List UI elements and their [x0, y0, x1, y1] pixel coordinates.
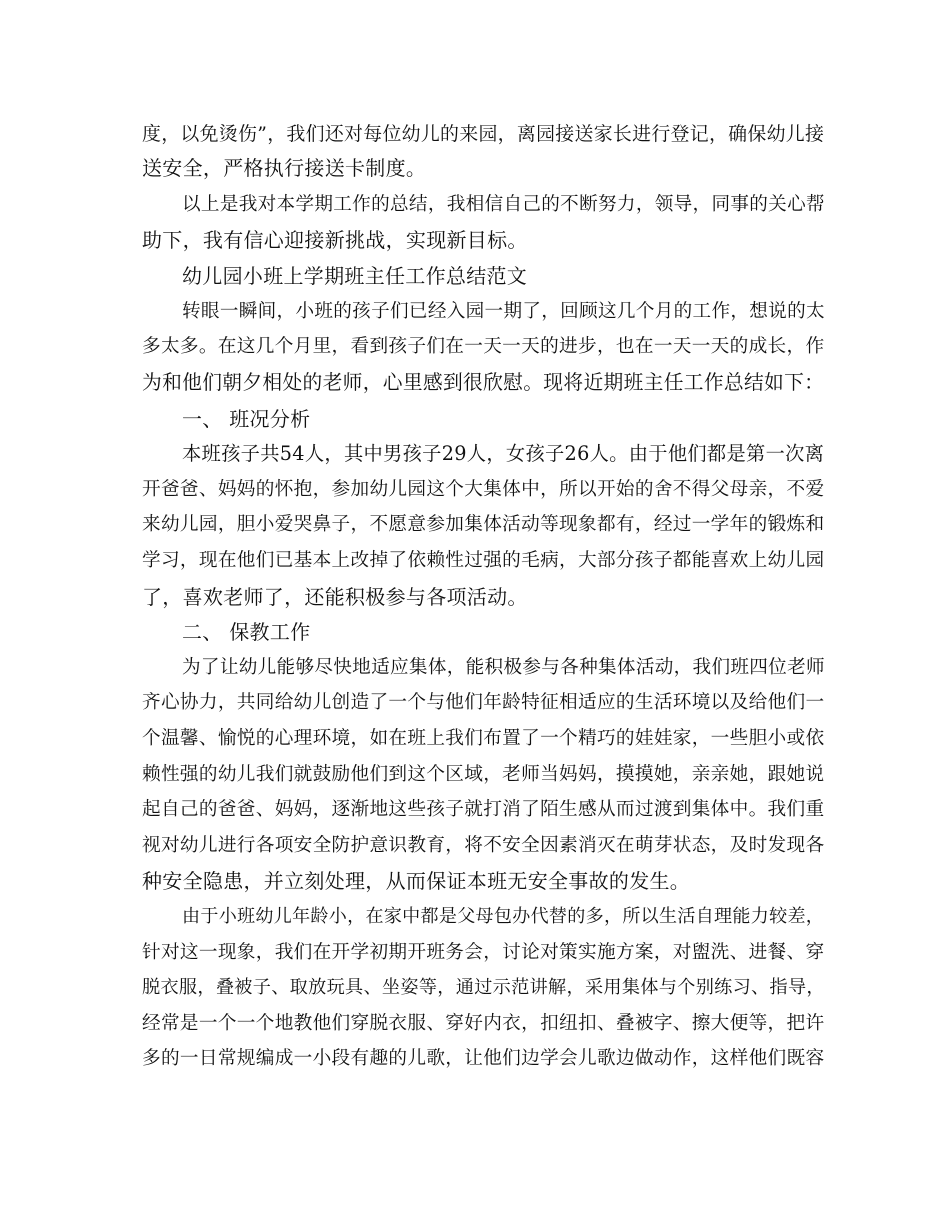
section-heading: 二、 保教工作	[182, 620, 311, 644]
text-line: 助下，我有信心迎接新挑战，实现新目标。	[142, 228, 528, 252]
text-line: 针对这一现象，我们在开学初期开班务会，讨论对策实施方案，对盥洗、进餐、穿	[142, 942, 825, 963]
text-line: 个温馨、愉悦的心理环境，如在班上我们布置了一个精巧的娃娃家，一些胆小或依	[142, 728, 825, 749]
text-line: 了，喜欢老师了，还能积极参与各项活动。	[142, 585, 528, 609]
paragraph-first-line: 由于小班幼儿年龄小，在家中都是父母包办代替的多，所以生活自理能力较差，	[182, 906, 825, 927]
text-line: 送安全，严格执行接送卡制度。	[142, 156, 427, 180]
text-line: 视对幼儿进行各项安全防护意识教育，将不安全因素消灭在萌芽状态，及时发现各	[142, 835, 825, 856]
text-line: 多的一日常规编成一小段有趣的儿歌，让他们边学会儿歌边做动作，这样他们既容	[142, 1048, 825, 1069]
text-line: 赖性强的幼儿我们就鼓励他们到这个区域，老师当妈妈，摸摸她，亲亲她，跟她说	[142, 764, 825, 785]
text-line: 齐心协力，共同给幼儿创造了一个与他们年龄特征相适应的生活环境以及给他们一	[142, 692, 825, 713]
text-line: 开爸爸、妈妈的怀抱，参加幼儿园这个大集体中，所以开始的舍不得父母亲，不爱	[142, 479, 825, 500]
text-line: 经常是一个一个地教他们穿脱衣服、穿好内衣，扣纽扣、叠被字、擦大便等，把许	[142, 1013, 825, 1034]
text-line: 为和他们朝夕相处的老师，心里感到很欣慰。现将近期班主任工作总结如下：	[142, 371, 825, 394]
text-line: 学习，现在他们已基本上改掉了依赖性过强的毛病，大部分孩子都能喜欢上幼儿园	[142, 550, 825, 571]
text-line: 来幼儿园，胆小爱哭鼻子，不愿意参加集体活动等现象都有，经过一学年的锻炼和	[142, 514, 825, 535]
text-line: 种安全隐患，并立刻处理，从而保证本班无安全事故的发生。	[142, 869, 691, 893]
paragraph-first-line: 本班孩子共54人，其中男孩子29人，女孩子26人。由于他们都是第一次离	[182, 442, 825, 465]
paragraph-first-line: 以上是我对本学期工作的总结，我相信自己的不断努力，领导，同事的关心帮	[182, 194, 825, 215]
text-line: 多太多。在这几个月里，看到孩子们在一天一天的进步，也在一天一天的成长，作	[142, 336, 825, 357]
text-line: 度，以免烫伤”，我们还对每位幼儿的来园，离园接送家长进行登记，确保幼儿接	[142, 123, 825, 145]
paragraph-first-line: 转眼一瞬间，小班的孩子们已经入园一期了，回顾这几个月的工作，想说的太	[182, 301, 825, 322]
section-heading: 一、 班况分析	[182, 407, 311, 431]
paragraph-first-line: 为了让幼儿能够尽快地适应集体，能积极参与各种集体活动，我们班四位老师	[182, 657, 825, 678]
text-line: 脱衣服，叠被子、取放玩具、坐姿等，通过示范讲解，采用集体与个别练习、指导，	[142, 977, 825, 998]
text-line: 起自己的爸爸、妈妈，逐渐地这些孩子就打消了陌生感从而过渡到集体中。我们重	[142, 799, 825, 820]
article-title: 幼儿园小班上学期班主任工作总结范文	[182, 264, 528, 288]
